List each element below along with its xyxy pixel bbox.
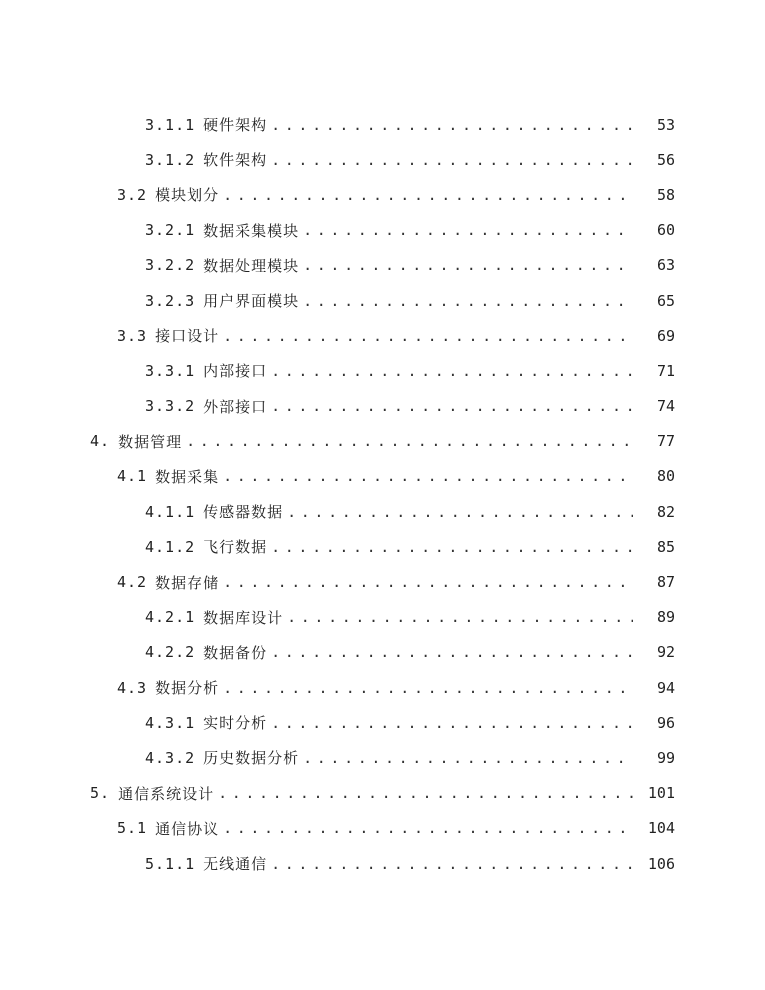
toc-dot-leader — [223, 186, 633, 204]
toc-entry-title: 数据采集 — [155, 467, 220, 486]
toc-entry[interactable] — [0, 353, 765, 388]
toc-dot-leader — [223, 679, 633, 697]
toc-dot-leader — [223, 819, 633, 837]
toc-entry-number: 4.2.2 — [145, 643, 196, 662]
toc-entry[interactable] — [0, 177, 765, 212]
toc-entry-number: 3.2.2 — [145, 256, 196, 275]
toc-entry-number: 5.1 — [117, 819, 148, 838]
toc-dot-leader — [186, 432, 633, 450]
toc-entry-page-number: 92 — [656, 643, 675, 662]
toc-entry-title: 软件架构 — [203, 151, 268, 170]
toc-entry-number: 4.2.1 — [145, 608, 196, 627]
toc-entry-page-number: 85 — [656, 537, 675, 556]
toc-entry-page-number: 94 — [656, 678, 675, 697]
toc-dot-leader — [303, 749, 633, 767]
toc-entry-page-number: 104 — [647, 819, 675, 838]
toc-entry-title: 数据采集模块 — [203, 221, 300, 240]
toc-entry-title: 通信协议 — [155, 819, 220, 838]
toc-entry[interactable] — [0, 740, 765, 775]
toc-entry-number: 4. — [90, 432, 111, 451]
toc-entry-page-number: 53 — [656, 115, 675, 134]
toc-entry[interactable] — [0, 705, 765, 740]
toc-entry[interactable] — [0, 564, 765, 599]
toc-entry-number: 3.3.1 — [145, 361, 196, 380]
toc-entry-page-number: 56 — [656, 150, 675, 169]
toc-entry-number: 3.2.3 — [145, 291, 196, 310]
toc-entry[interactable] — [0, 459, 765, 494]
toc-entry-page-number: 74 — [656, 397, 675, 416]
toc-entry[interactable] — [0, 670, 765, 705]
toc-dot-leader — [223, 573, 633, 591]
toc-entry-page-number: 60 — [656, 221, 675, 240]
toc-entry-number: 5.1.1 — [145, 854, 196, 873]
toc-entry-number: 3.3.2 — [145, 397, 196, 416]
toc-entry-page-number: 99 — [656, 748, 675, 767]
toc-entry[interactable] — [0, 107, 765, 142]
toc-entry-title: 数据存储 — [155, 573, 220, 592]
toc-dot-leader — [271, 397, 633, 415]
toc-entry-number: 3.1.1 — [145, 115, 196, 134]
toc-entry-page-number: 89 — [656, 608, 675, 627]
toc-entry-number: 4.2 — [117, 573, 148, 592]
toc-entry-number: 5. — [90, 784, 111, 803]
toc-entry-page-number: 80 — [656, 467, 675, 486]
toc-entry-page-number: 65 — [656, 291, 675, 310]
toc-entry-page-number: 96 — [656, 713, 675, 732]
toc-entry[interactable] — [0, 213, 765, 248]
toc-entry-page-number: 106 — [647, 854, 675, 873]
toc-dot-leader — [223, 327, 633, 345]
toc-dot-leader — [223, 467, 633, 485]
toc-entry[interactable] — [0, 424, 765, 459]
toc-entry-number: 4.1.2 — [145, 537, 196, 556]
toc-entry-number: 4.1.1 — [145, 502, 196, 521]
toc-entry-number: 4.3.2 — [145, 748, 196, 767]
toc-dot-leader — [303, 221, 633, 239]
toc-dot-leader — [271, 116, 633, 134]
toc-dot-leader — [271, 855, 633, 873]
toc-entry-number: 4.1 — [117, 467, 148, 486]
toc-dot-leader — [303, 292, 633, 310]
toc-entry[interactable] — [0, 811, 765, 846]
toc-entry[interactable] — [0, 776, 765, 811]
toc-entry-title: 历史数据分析 — [203, 749, 300, 768]
toc-entry-title: 接口设计 — [155, 327, 220, 346]
toc-entry-title: 内部接口 — [203, 362, 268, 381]
toc-entry-number: 3.2.1 — [145, 221, 196, 240]
toc-entry-title: 数据备份 — [203, 643, 268, 662]
toc-entry-page-number: 71 — [656, 361, 675, 380]
toc-entry-number: 3.3 — [117, 326, 148, 345]
toc-entry[interactable] — [0, 248, 765, 283]
table-of-contents — [0, 107, 765, 881]
toc-entry-number: 4.3 — [117, 678, 148, 697]
toc-entry-title: 飞行数据 — [203, 538, 268, 557]
toc-entry-number: 4.3.1 — [145, 713, 196, 732]
toc-entry-title: 用户界面模块 — [203, 292, 300, 311]
toc-entry[interactable] — [0, 318, 765, 353]
toc-entry-page-number: 82 — [656, 502, 675, 521]
toc-entry-title: 硬件架构 — [203, 116, 268, 135]
toc-dot-leader — [271, 362, 633, 380]
toc-entry-page-number: 77 — [656, 432, 675, 451]
toc-entry[interactable] — [0, 283, 765, 318]
toc-entry-page-number: 87 — [656, 573, 675, 592]
toc-entry-title: 通信系统设计 — [118, 784, 215, 803]
toc-entry[interactable] — [0, 529, 765, 564]
toc-dot-leader — [271, 643, 633, 661]
toc-entry-page-number: 101 — [647, 784, 675, 803]
toc-entry[interactable] — [0, 494, 765, 529]
toc-entry-title: 无线通信 — [203, 855, 268, 874]
toc-entry[interactable] — [0, 142, 765, 177]
toc-entry-title: 模块划分 — [155, 186, 220, 205]
toc-dot-leader — [303, 256, 633, 274]
toc-entry-title: 实时分析 — [203, 714, 268, 733]
toc-entry-page-number: 69 — [656, 326, 675, 345]
toc-dot-leader — [287, 503, 633, 521]
toc-entry-number: 3.1.2 — [145, 150, 196, 169]
toc-entry-title: 数据库设计 — [203, 608, 284, 627]
toc-entry[interactable] — [0, 846, 765, 881]
toc-entry-page-number: 63 — [656, 256, 675, 275]
toc-entry-title: 数据管理 — [118, 432, 183, 451]
toc-dot-leader — [271, 714, 633, 732]
toc-dot-leader — [271, 151, 633, 169]
toc-entry[interactable] — [0, 389, 765, 424]
toc-entry-page-number: 58 — [656, 185, 675, 204]
toc-entry-title: 传感器数据 — [203, 503, 284, 522]
toc-entry-title: 数据分析 — [155, 679, 220, 698]
toc-dot-leader — [287, 608, 633, 626]
toc-entry-title: 外部接口 — [203, 397, 268, 416]
toc-entry[interactable] — [0, 600, 765, 635]
toc-entry-number: 3.2 — [117, 185, 148, 204]
toc-entry-title: 数据处理模块 — [203, 256, 300, 275]
toc-dot-leader — [218, 784, 633, 802]
toc-entry[interactable] — [0, 635, 765, 670]
toc-dot-leader — [271, 538, 633, 556]
